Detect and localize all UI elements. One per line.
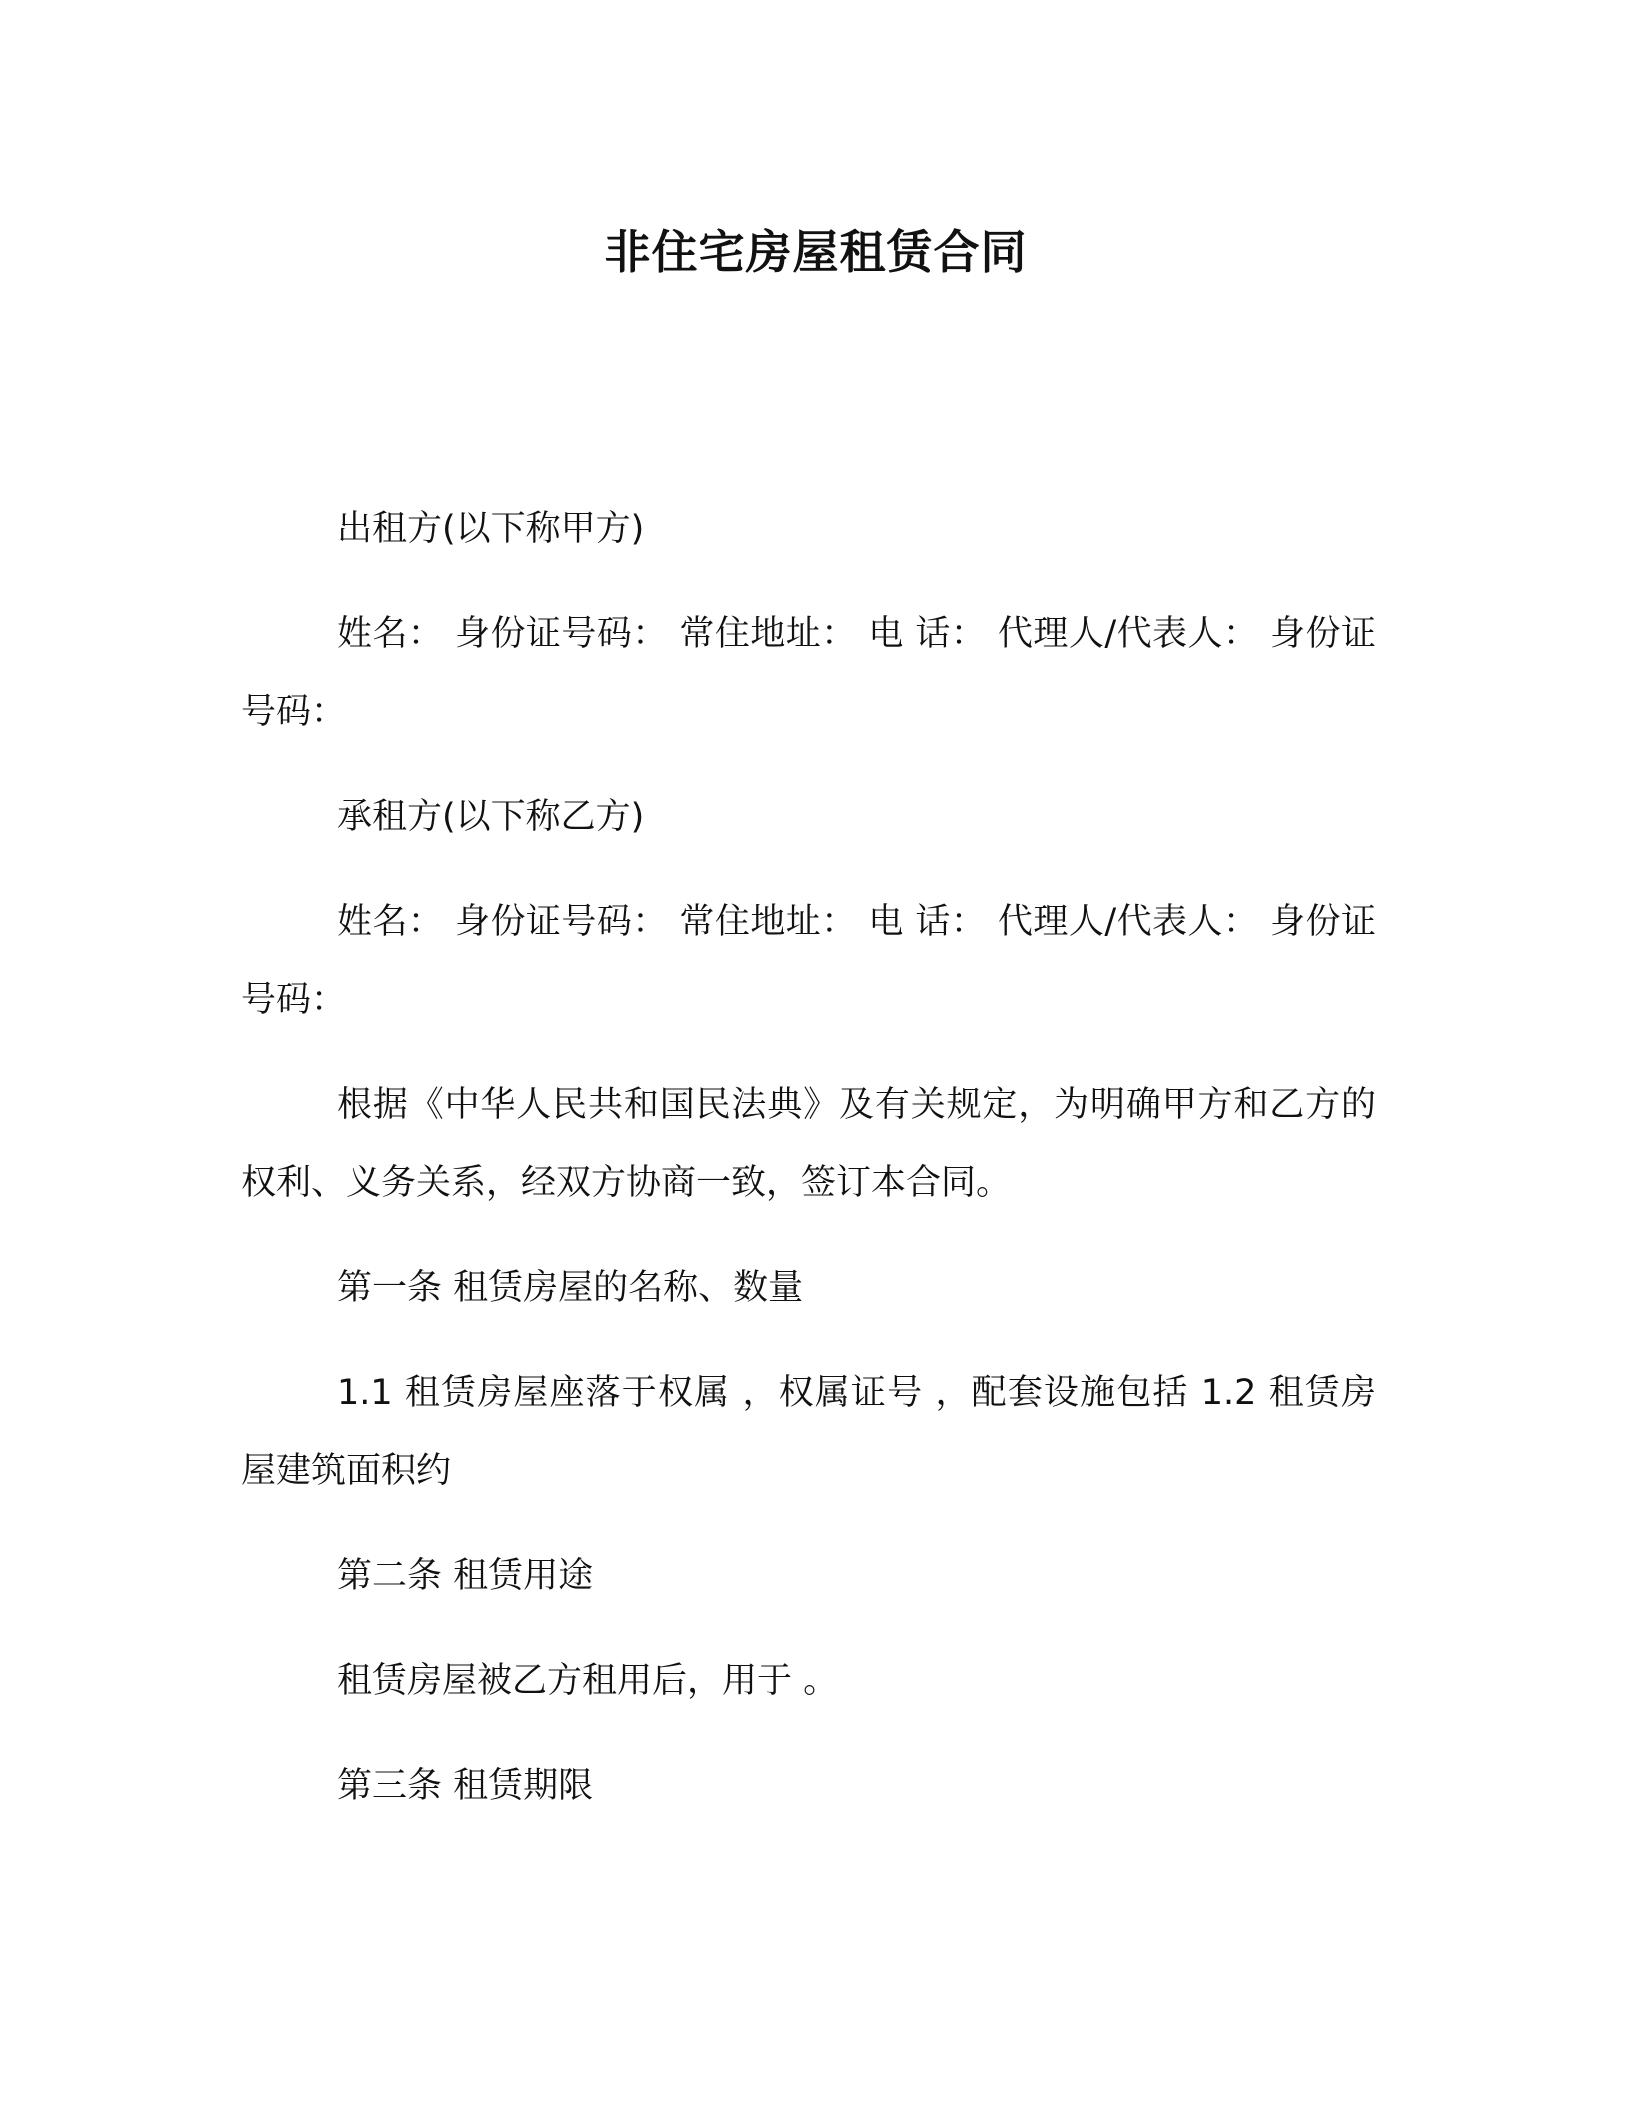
article-1-clause: 1.1 租赁房屋座落于权属 ，权属证号 ，配套设施包括 1.2 租赁房屋建筑面积约 [241, 1373, 1376, 1491]
lessor-info-fields: 姓名： 身份证号码： 常住地址： 电 话： 代理人/代表人： 身份证号码： [241, 614, 1376, 732]
lessee-info-fields: 姓名： 身份证号码： 常住地址： 电 话： 代理人/代表人： 身份证号码： [241, 902, 1376, 1020]
article-2-clause: 租赁房屋被乙方租用后，用于 。 [337, 1661, 839, 1701]
article-2-heading: 第二条 租赁用途 [337, 1556, 594, 1596]
lessor-heading: 出租方(以下称甲方) [337, 509, 645, 549]
document-title: 非住宅房屋租赁合同 [604, 225, 1028, 279]
lessee-heading: 承租方(以下称乙方) [337, 797, 645, 837]
preamble-paragraph: 根据《中华人民共和国民法典》及有关规定，为明确甲方和乙方的权利、义务关系，经双方协商一致，签订本合同。 [241, 1085, 1376, 1203]
article-3-heading: 第三条 租赁期限 [337, 1766, 594, 1806]
document-body [241, 490, 1376, 1852]
article-1-heading: 第一条 租赁房屋的名称、数量 [337, 1268, 804, 1308]
